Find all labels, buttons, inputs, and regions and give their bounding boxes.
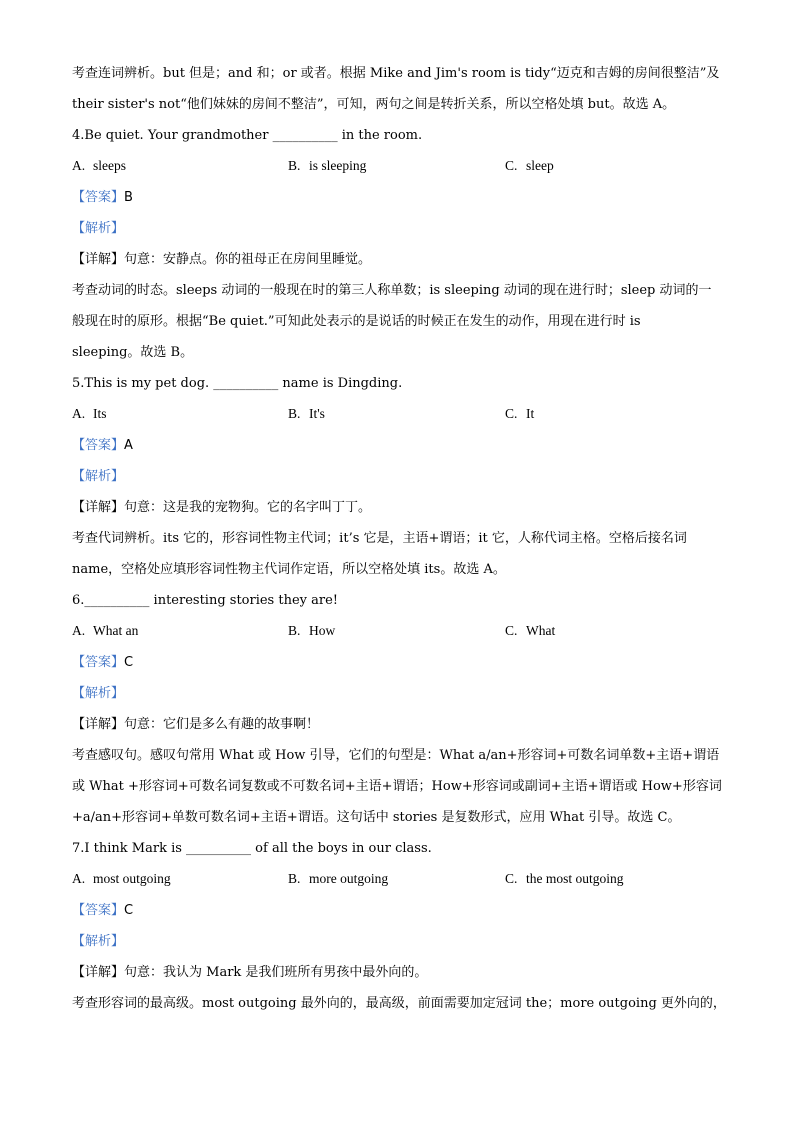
explanation-text: 考查连词辨析。but 但是；and 和；or 或者。根据 Mike and Jim's room is tidy“迈克和吉姆的房间很整洁”及 xyxy=(72,66,720,81)
line-answer xyxy=(72,901,722,932)
line-options xyxy=(72,622,722,653)
option-label: A. xyxy=(72,871,86,886)
line-tag xyxy=(72,932,722,963)
option-b[interactable] xyxy=(288,405,505,436)
explanation-text: 考查形容词的最高级。most outgoing 最外向的，最高级，前面需要加定冠词 the；more outgoing 更外向的， xyxy=(72,996,726,1011)
line-detail xyxy=(72,498,722,529)
line-answer xyxy=(72,436,722,467)
explanation-text: 考查感叹句。感叹句常用 What 或 How 引导，它们的句型是：What a/an+形容词+可数名词单数+主语+谓语 xyxy=(72,748,720,763)
detail-text: 句意：我认为 Mark 是我们班所有男孩中最外向的。 xyxy=(124,965,428,980)
detail-tag: 【详解】 xyxy=(72,717,125,732)
line-text xyxy=(72,95,722,126)
option-label: A. xyxy=(72,623,86,638)
option-text: the most outgoing xyxy=(526,871,624,886)
option-text: sleeps xyxy=(93,158,126,173)
explanation-text: 或 What +形容词+可数名词复数或不可数名词+主语+谓语；How+形容词或副词+主语+谓语或 How+形容词 xyxy=(72,779,722,794)
answer-value: C xyxy=(124,655,134,670)
answer-tag: 【答案】 xyxy=(72,190,125,205)
line-answer xyxy=(72,188,722,219)
line-text xyxy=(72,529,722,560)
line-tag xyxy=(72,684,722,715)
analysis-tag: 【解析】 xyxy=(72,934,125,949)
line-options xyxy=(72,157,722,188)
option-label: A. xyxy=(72,158,86,173)
question-text: 7.I think Mark is __________ of all the boys in our class. xyxy=(72,841,432,856)
option-text: What xyxy=(526,623,556,638)
detail-tag: 【详解】 xyxy=(72,500,125,515)
option-text: It's xyxy=(309,406,325,421)
option-c[interactable] xyxy=(505,157,554,188)
line-text xyxy=(72,312,722,343)
option-c[interactable] xyxy=(505,870,624,901)
line-question xyxy=(72,839,722,870)
question-text: 4.Be quiet. Your grandmother __________ in the room. xyxy=(72,128,423,143)
option-a[interactable] xyxy=(72,870,288,901)
option-text: sleep xyxy=(526,158,554,173)
detail-tag: 【详解】 xyxy=(72,965,125,980)
option-c[interactable] xyxy=(505,622,555,653)
line-detail xyxy=(72,250,722,281)
document-page xyxy=(72,64,726,1012)
line-text xyxy=(72,64,722,95)
line-tag xyxy=(72,219,722,250)
answer-value: B xyxy=(124,190,133,205)
option-text: How xyxy=(309,623,336,638)
analysis-tag: 【解析】 xyxy=(72,469,125,484)
detail-tag: 【详解】 xyxy=(72,252,125,267)
line-tag xyxy=(72,467,722,498)
question-text: 5.This is my pet dog. __________ name is Dingding. xyxy=(72,376,403,391)
line-text xyxy=(72,343,722,374)
answer-tag: 【答案】 xyxy=(72,438,125,453)
line-question xyxy=(72,374,722,405)
option-text: more outgoing xyxy=(309,871,389,886)
explanation-text: 般现在时的原形。根据“Be quiet.”可知此处表示的是说话的时候正在发生的动作，用现在进行时 is xyxy=(72,314,641,329)
line-text xyxy=(72,281,722,312)
line-options xyxy=(72,870,722,901)
option-a[interactable] xyxy=(72,622,288,653)
option-label: B. xyxy=(288,623,301,638)
explanation-text: name，空格处应填形容词性物主代词作定语，所以空格处填 its。故选 A。 xyxy=(72,562,506,577)
explanation-text: their sister's not“他们妹妹的房间不整洁”，可知，两句之间是转折关系，所以空格处填 but。故选 A。 xyxy=(72,97,676,112)
line-text xyxy=(72,560,722,591)
option-c[interactable] xyxy=(505,405,534,436)
line-options xyxy=(72,405,722,436)
line-answer xyxy=(72,653,722,684)
option-text: What an xyxy=(93,623,139,638)
analysis-tag: 【解析】 xyxy=(72,686,125,701)
line-text xyxy=(72,808,722,839)
option-a[interactable] xyxy=(72,157,288,188)
option-label: B. xyxy=(288,406,301,421)
answer-value: A xyxy=(124,438,133,453)
line-text xyxy=(72,777,722,808)
option-text: is sleeping xyxy=(309,158,367,173)
detail-text: 句意：它们是多么有趣的故事啊！ xyxy=(124,717,320,732)
option-label: C. xyxy=(505,623,518,638)
option-label: C. xyxy=(505,158,518,173)
option-label: C. xyxy=(505,871,518,886)
option-text: Its xyxy=(93,406,107,421)
line-detail xyxy=(72,963,722,994)
line-question xyxy=(72,126,722,157)
option-a[interactable] xyxy=(72,405,288,436)
answer-tag: 【答案】 xyxy=(72,903,125,918)
option-b[interactable] xyxy=(288,157,505,188)
detail-text: 句意：安静点。你的祖母正在房间里睡觉。 xyxy=(124,252,372,267)
option-text: most outgoing xyxy=(93,871,171,886)
answer-tag: 【答案】 xyxy=(72,655,125,670)
line-detail xyxy=(72,715,722,746)
option-text: It xyxy=(526,406,535,421)
question-text: 6.__________ interesting stories they are! xyxy=(72,593,339,608)
option-label: A. xyxy=(72,406,86,421)
line-question xyxy=(72,591,722,622)
explanation-text: +a/an+形容词+单数可数名词+主语+谓语。这句话中 stories 是复数形式，应用 What 引导。故选 C。 xyxy=(72,810,681,825)
detail-text: 句意：这是我的宠物狗。它的名字叫丁丁。 xyxy=(124,500,372,515)
explanation-text: sleeping。故选 B。 xyxy=(72,345,194,360)
option-label: B. xyxy=(288,871,301,886)
line-text xyxy=(72,746,722,777)
analysis-tag: 【解析】 xyxy=(72,221,125,236)
explanation-text: 考查代词辨析。its 它的，形容词性物主代词；it’s 它是，主语+谓语；it 它，人称代词主格。空格后接名词 xyxy=(72,531,687,546)
answer-value: C xyxy=(124,903,134,918)
option-label: B. xyxy=(288,158,301,173)
explanation-text: 考查动词的时态。sleeps 动词的一般现在时的第三人称单数；is sleeping 动词的现在进行时；sleep 动词的一 xyxy=(72,283,712,298)
option-b[interactable] xyxy=(288,870,505,901)
option-b[interactable] xyxy=(288,622,505,653)
option-label: C. xyxy=(505,406,518,421)
line-text xyxy=(72,994,726,1012)
